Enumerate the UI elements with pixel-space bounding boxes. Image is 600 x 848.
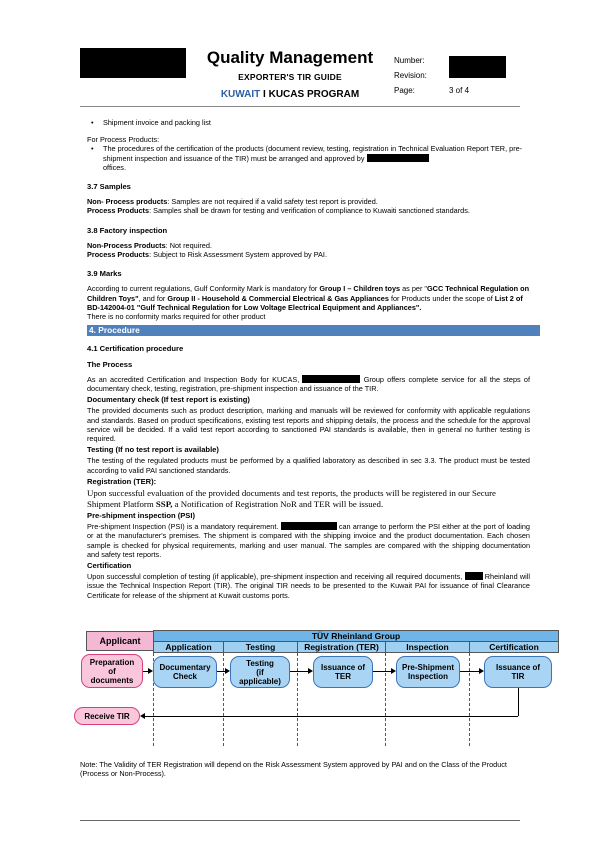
procedure-flowchart [80,628,560,746]
program-line [200,89,380,100]
column-header-certification: Certification [469,641,559,653]
paragraph: The provided documents such as product description, marking and manuals will be reviewed for conformity with applicable regulations and standards. Based on product specifications, existing test reports and shipping details, the process and the schedule for the approval service will be decided. If a valid test report according to sanctioned PAI standards is available, then in general no further testing is required. [87,406,530,444]
column-header-inspection: Inspection [385,641,470,653]
paragraph: Process Products: Subject to Risk Assessment System approved by PAI. [87,250,327,260]
section-bar-procedure: 4. Procedure [87,325,540,336]
arrow-right [391,668,396,674]
paragraph: Process Products: Samples shall be drawn for testing and verification of compliance to Kuwaiti sanctioned standards. [87,206,470,216]
connector [145,716,518,717]
document-title: Quality Management [206,48,374,67]
program-sep: I [260,89,269,100]
arrow-left [140,713,145,719]
arrow-right [479,668,484,674]
list-item: • The procedures of the certification of the products (document review, testing, registration in Technical Evaluation Report TER, pre-shipment inspection and issuance of the TIR) must be arranged and approved by offices. [87,144,530,172]
list-item: • Shipment invoice and packing list [87,118,530,127]
redacted-text [465,572,483,580]
document-subtitle: EXPORTER'S TIR GUIDE [238,72,342,82]
redacted-text [302,375,360,383]
number-label: Number: [394,56,425,65]
node-preparation-of-documents: Preparation of documents [81,654,143,688]
process-products-label: For Process Products: [87,135,160,145]
lane-divider [297,653,298,746]
redacted-logo [80,48,186,78]
revision-label: Revision: [394,71,427,80]
header-rule [80,106,520,107]
column-header-registration: Registration (TER) [297,641,386,653]
connector [290,671,308,672]
node-issuance-of-ter: Issuance of TER [313,656,373,688]
paragraph: Non-Process Products: Not required. [87,240,212,250]
group-header: TÜV Rheinland Group [153,630,559,642]
section-heading: 3.8 Factory inspection [87,225,168,235]
connector [373,671,391,672]
connector [460,671,479,672]
redacted-text [281,522,337,530]
column-header-testing: Testing [223,641,298,653]
arrow-right [308,668,313,674]
subsection-heading: Certification [87,560,132,570]
node-pre-shipment-inspection: Pre-Shipment Inspection [396,656,460,688]
section-heading: 3.9 Marks [87,269,122,279]
node-documentary-check: Documentary Check [153,656,217,688]
program-name: KUCAS PROGRAM [268,89,360,100]
lane-divider [385,653,386,746]
subsection-heading: The Process [87,359,133,369]
page-number: 3 of 4 [449,86,470,95]
connector [217,671,225,672]
lane-divider [223,653,224,746]
paragraph: Upon successful evaluation of the provided documents and test reports, the products will be registered in our Secure Shipment Platform SSP, a Notification of Registration NoR and TER will be issued. [87,488,496,509]
lane-divider [469,653,470,746]
paragraph: As an accredited Certification and Inspection Body for KUCAS, Group offers complete service for all the steps of documentary check, testing, registration, pre-shipment inspection and issuance of the TIR. [87,374,530,394]
paragraph: Upon successful completion of testing (if applicable), pre-shipment inspection and receiving all required documents, Rheinland will issue the Technical Inspection Report (TIR). The original TIR needs to be presented to the Kuwait PAI for issuance of final Clearance Certificate for release of the shipment at Kuwait customs ports. [87,572,530,600]
subsection-heading: 4.1 Certification procedure [87,344,184,354]
document-body [87,118,530,600]
subsection-heading: Registration (TER): [87,476,157,486]
program-country: KUWAIT [220,89,261,100]
paragraph: According to current regulations, Gulf Conformity Mark is mandatory for Group I – Children toys as per "GCC Technical Regulation on Children Toys", and for Group II - Household & Commercial Electrical & Gas Appliances for Products under the scope of List 2 of BD-142004-01 "Gulf Technical Regulation for Low Voltage Electrical Equipment and Appliances". There is no conformity marks required for other product [87,284,530,322]
page-label: Page: [394,86,415,95]
paragraph: Pre-shipment Inspection (PSI) is a mandatory requirement. can arrange to perform the PSI either at the port of loading or at the manufacturer's premises. The shipment is compared with the shipping invoice and the product documentation. Each chosen sample is checked for physical requirements, marking and user manual. The samples are compared with the shipping documentation and safety test reports. [87,522,530,559]
footer-rule [80,820,520,821]
node-receive-tir: Receive TIR [74,707,140,725]
applicant-header: Applicant [86,631,154,651]
paragraph: Non- Process products: Samples are not required if a valid safety test report is provided. [87,197,378,207]
arrow-right [225,668,230,674]
paragraph: The testing of the regulated products must be performed by a qualified laboratory as described in sec 3.3. The product must be tested according to valid PAI sanctioned standards. [87,456,530,475]
section-heading: 3.7 Samples [87,182,131,192]
redacted-text [367,154,429,162]
redacted-number [449,56,506,78]
column-header-application: Application [153,641,224,653]
footnote: Note: The Validity of TER Registration will depend on the Risk Assessment System approved by PAI and on the Class of the Product (Process or Non-Process). [80,760,507,779]
subsection-heading: Testing (If no test report is available) [87,445,219,455]
node-testing: Testing (if applicable) [230,656,290,688]
subsection-heading: Documentary check (If test report is existing) [87,395,250,405]
node-issuance-of-tir: Issuance of TIR [484,656,552,688]
connector [518,688,519,716]
arrow-right [148,668,153,674]
subsection-heading: Pre-shipment inspection (PSI) [87,510,196,520]
